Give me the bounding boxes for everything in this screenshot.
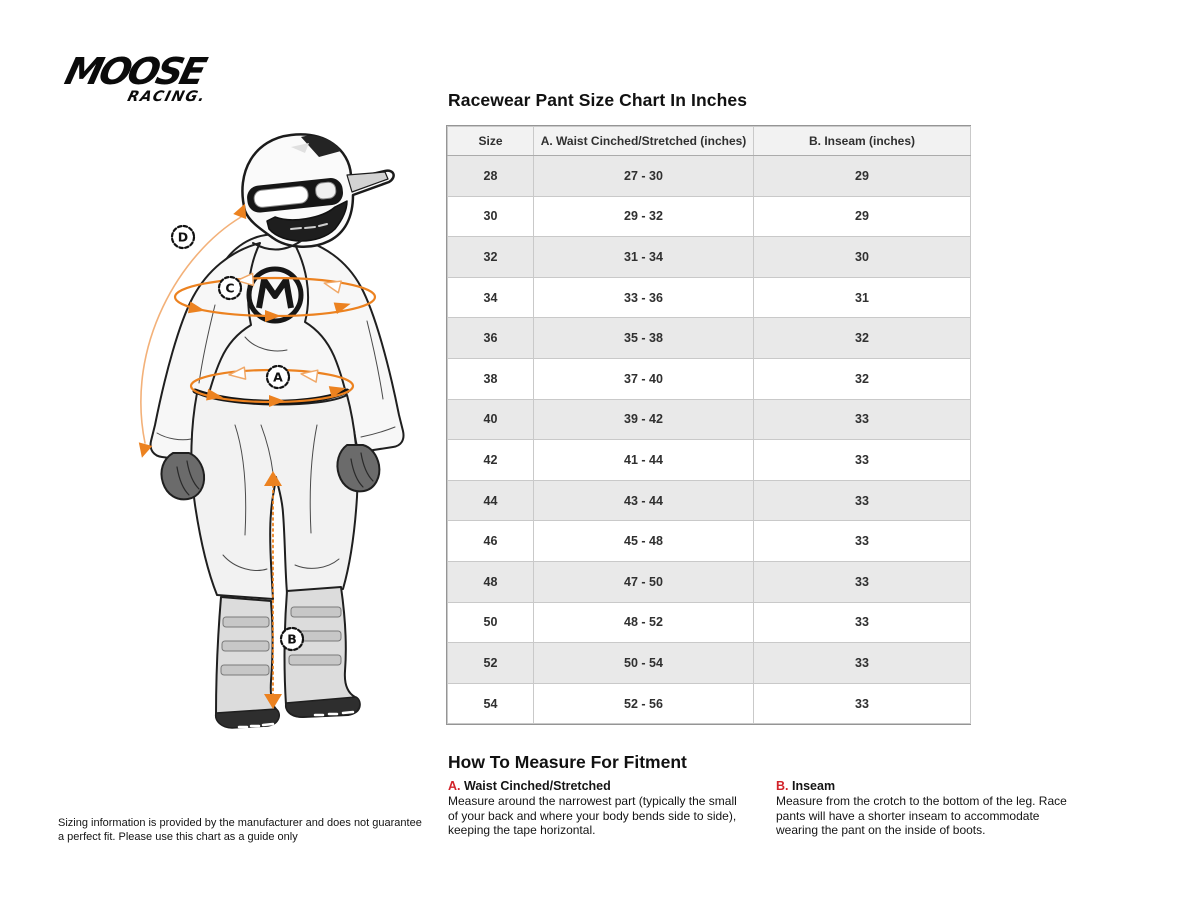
table-cell: 45 - 48 xyxy=(534,521,754,562)
table-row xyxy=(448,399,971,440)
table-row xyxy=(448,196,971,237)
column-header-size: Size xyxy=(448,127,534,156)
measure-section-inseam xyxy=(776,779,1080,838)
pants xyxy=(191,393,357,599)
marker-waist-a xyxy=(267,366,289,388)
table-cell: 31 xyxy=(754,277,971,318)
table-cell: 44 xyxy=(448,480,534,521)
table-row xyxy=(448,561,971,602)
column-header-waist: A. Waist Cinched/Stretched (inches) xyxy=(534,127,754,156)
helmet xyxy=(242,134,393,249)
table-cell: 29 - 32 xyxy=(534,196,754,237)
table-row xyxy=(448,237,971,278)
table-cell: 27 - 30 xyxy=(534,156,754,197)
table-row xyxy=(448,602,971,643)
table-cell: 33 xyxy=(754,480,971,521)
rider-measurement-diagram xyxy=(95,125,445,745)
table-cell: 42 xyxy=(448,440,534,481)
table-cell: 47 - 50 xyxy=(534,561,754,602)
table-cell: 32 xyxy=(754,318,971,359)
table-cell: 54 xyxy=(448,683,534,724)
measure-name-waist: Waist Cinched/Stretched xyxy=(463,779,611,793)
table-header-row xyxy=(448,127,971,156)
table-cell: 52 - 56 xyxy=(534,683,754,724)
table-cell: 28 xyxy=(448,156,534,197)
table-cell: 33 xyxy=(754,521,971,562)
how-to-measure-title: How To Measure For Fitment xyxy=(448,752,687,772)
column-header-inseam: B. Inseam (inches) xyxy=(754,127,971,156)
measure-section-waist-label xyxy=(448,779,744,793)
right-boot xyxy=(285,587,360,717)
marker-chest-c xyxy=(219,277,241,299)
table-cell: 33 xyxy=(754,440,971,481)
logo-brand-text: MOOSE xyxy=(60,49,209,93)
table-cell: 33 xyxy=(754,643,971,684)
right-glove xyxy=(337,445,379,491)
table-cell: 39 - 42 xyxy=(534,399,754,440)
table-cell: 38 xyxy=(448,358,534,399)
table-cell: 48 - 52 xyxy=(534,602,754,643)
table-cell: 35 - 38 xyxy=(534,318,754,359)
measure-letter-b: B. xyxy=(776,779,789,793)
table-row xyxy=(448,480,971,521)
left-glove xyxy=(161,453,204,499)
table-cell: 36 xyxy=(448,318,534,359)
measure-section-waist xyxy=(448,779,744,838)
table-cell: 31 - 34 xyxy=(534,237,754,278)
table-row xyxy=(448,318,971,359)
svg-text:C: C xyxy=(225,280,235,296)
table-cell: 52 xyxy=(448,643,534,684)
table-row xyxy=(448,440,971,481)
size-chart-title: Racewear Pant Size Chart In Inches xyxy=(448,90,748,110)
table-cell: 46 xyxy=(448,521,534,562)
table-cell: 33 xyxy=(754,399,971,440)
measure-section-inseam-label xyxy=(776,779,1080,793)
table-cell: 37 - 40 xyxy=(534,358,754,399)
table-cell: 40 xyxy=(448,399,534,440)
table-cell: 29 xyxy=(754,156,971,197)
table-cell: 30 xyxy=(448,196,534,237)
size-chart-table xyxy=(446,125,971,725)
table-cell: 33 xyxy=(754,561,971,602)
table-cell: 48 xyxy=(448,561,534,602)
table-cell: 33 xyxy=(754,683,971,724)
table-row xyxy=(448,358,971,399)
table-cell: 29 xyxy=(754,196,971,237)
measure-letter-a: A. xyxy=(448,779,461,793)
table-cell: 33 - 36 xyxy=(534,277,754,318)
table-row xyxy=(448,156,971,197)
table-cell: 32 xyxy=(448,237,534,278)
table-cell: 33 xyxy=(754,602,971,643)
svg-text:A: A xyxy=(273,369,283,385)
table-cell: 41 - 44 xyxy=(534,440,754,481)
rider-figure-art xyxy=(95,125,445,745)
svg-text:D: D xyxy=(177,229,189,245)
moose-racing-logo-art xyxy=(56,48,256,108)
table-cell: 43 - 44 xyxy=(534,480,754,521)
table-row xyxy=(448,643,971,684)
table-row xyxy=(448,277,971,318)
table-cell: 32 xyxy=(754,358,971,399)
svg-text:B: B xyxy=(287,631,297,647)
logo-sub-text: RACING. xyxy=(125,88,208,105)
table-row xyxy=(448,521,971,562)
table-cell: 50 - 54 xyxy=(534,643,754,684)
marker-inseam-b xyxy=(281,628,303,650)
marker-sleeve-d xyxy=(172,226,194,248)
table-cell: 30 xyxy=(754,237,971,278)
table-cell: 50 xyxy=(448,602,534,643)
measure-text-inseam: Measure from the crotch to the bottom of the leg. Race pants will have a shorter inseam to accommodate wearing the pant on the inside of boots. xyxy=(776,794,1067,837)
table-cell: 34 xyxy=(448,277,534,318)
measure-text-waist: Measure around the narrowest part (typically the small of your back and where your body bends side to side), keeping the tape horizontal. xyxy=(448,794,737,837)
left-boot xyxy=(216,597,280,728)
moose-racing-logo xyxy=(56,48,256,108)
disclaimer-text: Sizing information is provided by the manufacturer and does not guarantee a perfect fit. Please use this chart as a guide only xyxy=(58,817,422,843)
table-row xyxy=(448,683,971,724)
measure-name-inseam: Inseam xyxy=(791,779,836,793)
